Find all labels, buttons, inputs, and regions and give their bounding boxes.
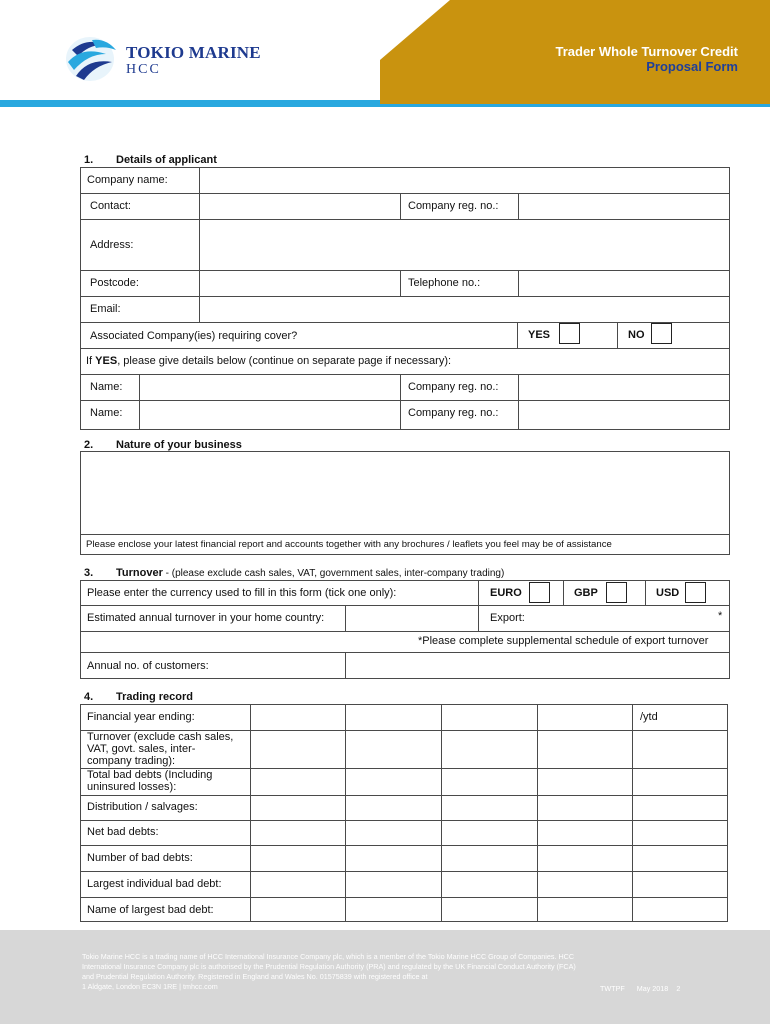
section2-number: 2.	[84, 439, 94, 451]
doc-date: May 2018	[636, 984, 669, 993]
postcode-label: Postcode:	[90, 277, 139, 289]
col-divider	[441, 704, 442, 922]
doc-code: TWTPF	[600, 984, 625, 993]
col-divider	[563, 580, 564, 605]
footer-legal-text: Tokio Marine HCC is a trading name of HCC International Insurance Company plc, which is a member of the Tokio Marine HCC Group of Companies. HCC International Insurance Company plc is authorised by the Prudential Regulation Authority (PRA) and regulated by the UK Financial Conduct Authority (FCA) and Prudential Regulation Authority. Registered in England and Wales No. 01575839 with registered office at 1 Aldgate, London EC3N 1RE | tmhcc.com	[82, 952, 576, 991]
row-divider	[80, 534, 730, 535]
col-divider	[400, 270, 401, 296]
section4-title: Trading record	[116, 691, 194, 703]
company-reg-label: Company reg. no.:	[408, 200, 499, 212]
ytd-label: /ytd	[640, 711, 658, 723]
row-divider	[80, 871, 728, 872]
contact-label: Contact:	[90, 200, 131, 212]
net-bad-debts-label: Net bad debts:	[87, 826, 159, 838]
estimated-turnover-field[interactable]	[346, 606, 477, 631]
gbp-checkbox[interactable]	[606, 582, 627, 603]
section3-title: Turnover	[116, 567, 163, 579]
col-divider	[250, 704, 251, 922]
email-label: Email:	[90, 303, 121, 315]
section4-number: 4.	[84, 691, 94, 703]
logo-line1: TOKIO MARINE	[126, 43, 261, 62]
postcode-field[interactable]	[200, 271, 399, 296]
logo-wordmark	[126, 44, 261, 78]
euro-checkbox[interactable]	[529, 582, 550, 603]
col-divider	[517, 322, 518, 348]
enclose-instruction: Please enclose your latest financial report and accounts together with any brochures / leaflets you feel may be of assistance	[86, 539, 612, 550]
form-title	[408, 44, 738, 74]
col-divider	[400, 193, 401, 219]
address-field[interactable]	[200, 220, 729, 270]
gbp-label: GBP	[574, 587, 598, 599]
number-bad-debts-label: Number of bad debts:	[87, 852, 193, 864]
yes-checkbox[interactable]	[559, 323, 580, 344]
form-title-line2: Proposal Form	[646, 59, 738, 74]
customers-label: Annual no. of customers:	[87, 660, 209, 672]
associated-name-label-1: Name:	[90, 381, 123, 393]
row-divider	[80, 845, 728, 846]
estimated-turnover-label: Estimated annual turnover in your home country:	[87, 612, 325, 624]
largest-bad-debt-label: Largest individual bad debt:	[87, 878, 222, 890]
section3-heading	[84, 567, 724, 581]
associated-companies-question: Associated Company(ies) requiring cover?	[90, 330, 298, 342]
col-divider	[645, 580, 646, 605]
company-name-field[interactable]	[200, 168, 729, 193]
distribution-label: Distribution / salvages:	[87, 801, 198, 813]
col-divider	[632, 704, 633, 922]
turnover-label: Turnover (exclude cash sales, VAT, govt. sales, inter- company trading):	[87, 731, 234, 767]
total-bad-debts-label: Total bad debts (Including uninsured losses):	[87, 769, 213, 793]
export-label: Export:	[490, 612, 525, 624]
export-asterisk: *	[718, 610, 723, 622]
supplemental-note: *Please complete supplemental schedule of export turnover	[418, 635, 709, 647]
footer-doc-ref	[600, 984, 680, 993]
no-label: NO	[628, 329, 645, 341]
row-divider	[80, 897, 728, 898]
no-checkbox[interactable]	[651, 323, 672, 344]
telephone-field[interactable]	[519, 271, 729, 296]
associated-reg-label-1: Company reg. no.:	[408, 381, 499, 393]
tokio-marine-logo-icon	[62, 32, 122, 84]
col-divider	[617, 322, 618, 348]
logo-line2: HCC	[126, 62, 161, 77]
col-divider	[345, 704, 346, 922]
row-divider	[80, 348, 730, 349]
contact-field[interactable]	[200, 194, 399, 219]
yes-label: YES	[528, 329, 551, 341]
company-reg-field[interactable]	[519, 194, 729, 219]
section4-heading	[84, 691, 684, 705]
usd-label: USD	[656, 587, 680, 599]
form-title-line1: Trader Whole Turnover Credit	[555, 44, 738, 59]
address-label: Address:	[90, 239, 134, 251]
email-field[interactable]	[200, 297, 729, 322]
name-largest-bad-debt-label: Name of largest bad debt:	[87, 904, 214, 916]
row-divider	[80, 795, 728, 796]
associated-reg-field-2[interactable]	[519, 401, 729, 429]
section2-title: Nature of your business	[116, 439, 242, 451]
page-number: 2	[676, 984, 681, 993]
associated-name-label-2: Name:	[90, 407, 123, 419]
col-divider	[537, 704, 538, 922]
associated-reg-field-1[interactable]	[519, 375, 729, 400]
col-divider	[400, 374, 401, 430]
customers-field[interactable]	[346, 653, 729, 678]
currency-question: Please enter the currency used to fill in this form (tick one only):	[87, 587, 397, 599]
row-divider	[80, 631, 730, 632]
export-field[interactable]	[540, 606, 710, 631]
row-divider	[80, 820, 728, 821]
associated-name-field-1[interactable]	[140, 375, 399, 400]
section1-heading	[84, 154, 684, 168]
col-divider	[478, 580, 479, 631]
section1-title: Details of applicant	[116, 154, 217, 166]
telephone-label: Telephone no.:	[408, 277, 481, 289]
section3-number: 3.	[84, 567, 94, 579]
financial-year-label: Financial year ending:	[87, 711, 195, 723]
if-yes-instruction: If YES, please give details below (continue on separate page if necessary):	[86, 355, 452, 367]
company-name-label: Company name:	[87, 174, 168, 186]
section3-note: - (please exclude cash sales, VAT, government sales, inter-company trading)	[162, 568, 505, 579]
associated-reg-label-2: Company reg. no.:	[408, 407, 499, 419]
associated-name-field-2[interactable]	[140, 401, 399, 429]
usd-checkbox[interactable]	[685, 582, 706, 603]
euro-label: EURO	[490, 587, 522, 599]
row-divider	[80, 322, 730, 323]
section1-number: 1.	[84, 154, 94, 166]
